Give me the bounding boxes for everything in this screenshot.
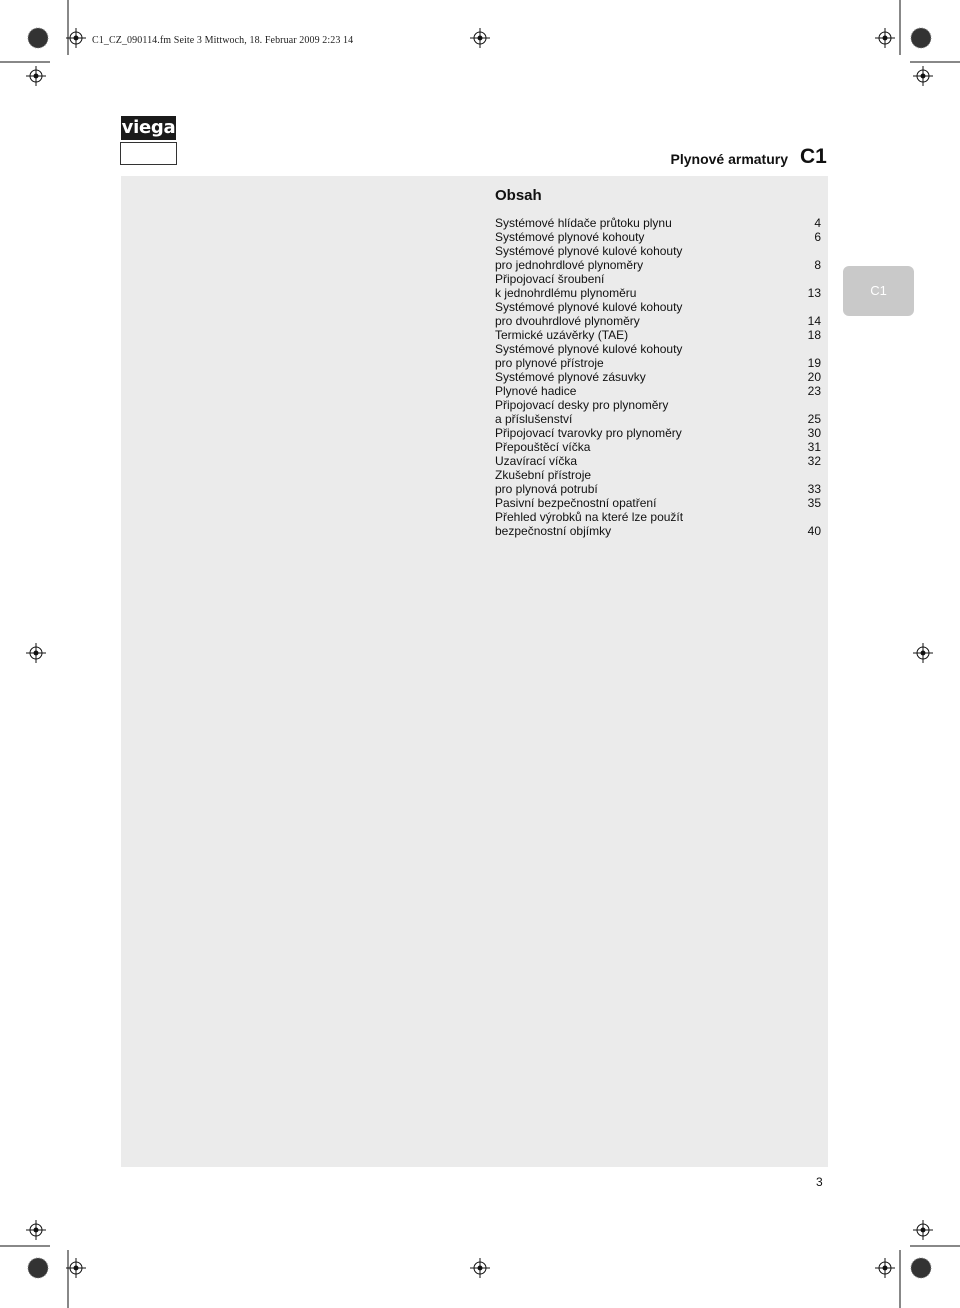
toc-entry[interactable] [495, 384, 821, 398]
toc-entry-page: 18 [807, 328, 821, 342]
toc-entry[interactable] [495, 482, 821, 496]
toc-entry-text: Termické uzávěrky (TAE) [495, 328, 629, 342]
toc-entry[interactable] [495, 230, 821, 244]
section-code: C1 [800, 145, 827, 168]
toc-entry-text: Uzavírací víčka [495, 454, 578, 468]
toc-lines [495, 216, 821, 538]
toc-entry-text: bezpečnostní objímky [495, 524, 612, 538]
toc-entry[interactable] [495, 356, 821, 370]
toc-entry[interactable] [495, 440, 821, 454]
toc-entry-text: Připojovací tvarovky pro plynoměry [495, 426, 682, 440]
toc-entry[interactable] [495, 300, 821, 314]
section-title: Plynové armatury [670, 151, 788, 167]
toc-entry-page: 30 [807, 426, 821, 440]
toc-entry-page: 20 [807, 370, 821, 384]
toc-entry-text: Připojovací šroubení [495, 272, 605, 286]
viega-logo: viega [121, 117, 176, 138]
toc-entry-page: 19 [807, 356, 821, 370]
toc-entry-text: pro plynové přístroje [495, 356, 604, 370]
toc-entry-page: 31 [807, 440, 821, 454]
toc-entry-text: Systémové plynové zásuvky [495, 370, 646, 384]
toc-entry-page: 25 [807, 412, 821, 426]
toc-entry[interactable] [495, 216, 821, 230]
toc-entry[interactable] [495, 510, 821, 524]
toc-entry-page: 14 [807, 314, 821, 328]
section-tab[interactable]: C1 [843, 266, 914, 316]
toc-entry-page: 23 [807, 384, 821, 398]
toc-entry-text: Systémové plynové kulové kohouty [495, 244, 683, 258]
toc-entry-page: 35 [807, 496, 821, 510]
toc-entry[interactable] [495, 328, 821, 342]
toc-entry-text: Systémové hlídače průtoku plynu [495, 216, 672, 230]
toc-entry-text: Zkušební přístroje [495, 468, 592, 482]
toc-entry[interactable] [495, 272, 821, 286]
logo-box [120, 142, 177, 165]
toc-entry[interactable] [495, 524, 821, 538]
page-number: 3 [816, 1175, 823, 1189]
toc-entry[interactable] [495, 398, 821, 412]
print-slug: C1_CZ_090114.fm Seite 3 Mittwoch, 18. Februar 2009 2:23 14 [92, 35, 354, 46]
toc-entry-text: Pasivní bezpečnostní opatření [495, 496, 657, 510]
toc-entry-page: 4 [814, 216, 821, 230]
toc-entry-text: Přepouštěcí víčka [495, 440, 591, 454]
toc-entry-text: pro plynová potrubí [495, 482, 598, 496]
table-of-contents [495, 186, 821, 538]
toc-entry[interactable] [495, 454, 821, 468]
toc-entry-page: 6 [814, 230, 821, 244]
toc-entry-text: Systémové plynové kohouty [495, 230, 645, 244]
toc-entry[interactable] [495, 412, 821, 426]
toc-entry[interactable] [495, 244, 821, 258]
toc-entry-text: Systémové plynové kulové kohouty [495, 300, 683, 314]
toc-entry-text: Připojovací desky pro plynoměry [495, 398, 669, 412]
toc-entry-text: pro dvouhrdlové plynoměry [495, 314, 640, 328]
toc-heading: Obsah [495, 187, 542, 204]
toc-entry[interactable] [495, 258, 821, 272]
toc-entry[interactable] [495, 370, 821, 384]
toc-entry-page: 40 [807, 524, 821, 538]
toc-entry-page: 8 [814, 258, 821, 272]
toc-entry-page: 13 [807, 286, 821, 300]
toc-entry[interactable] [495, 342, 821, 356]
toc-entry-text: k jednohrdlému plynoměru [495, 286, 637, 300]
toc-entry-text: a příslušenství [495, 412, 573, 426]
toc-entry-page: 33 [807, 482, 821, 496]
toc-entry-text: Přehled výrobků na které lze použít [495, 510, 684, 524]
toc-entry-text: pro jednohrdlové plynoměry [495, 258, 644, 272]
toc-entry[interactable] [495, 468, 821, 482]
toc-entry[interactable] [495, 286, 821, 300]
toc-entry-text: Systémové plynové kulové kohouty [495, 342, 683, 356]
toc-entry[interactable] [495, 314, 821, 328]
toc-entry[interactable] [495, 426, 821, 440]
toc-entry-text: Plynové hadice [495, 384, 577, 398]
toc-entry[interactable] [495, 496, 821, 510]
toc-entry-page: 32 [807, 454, 821, 468]
